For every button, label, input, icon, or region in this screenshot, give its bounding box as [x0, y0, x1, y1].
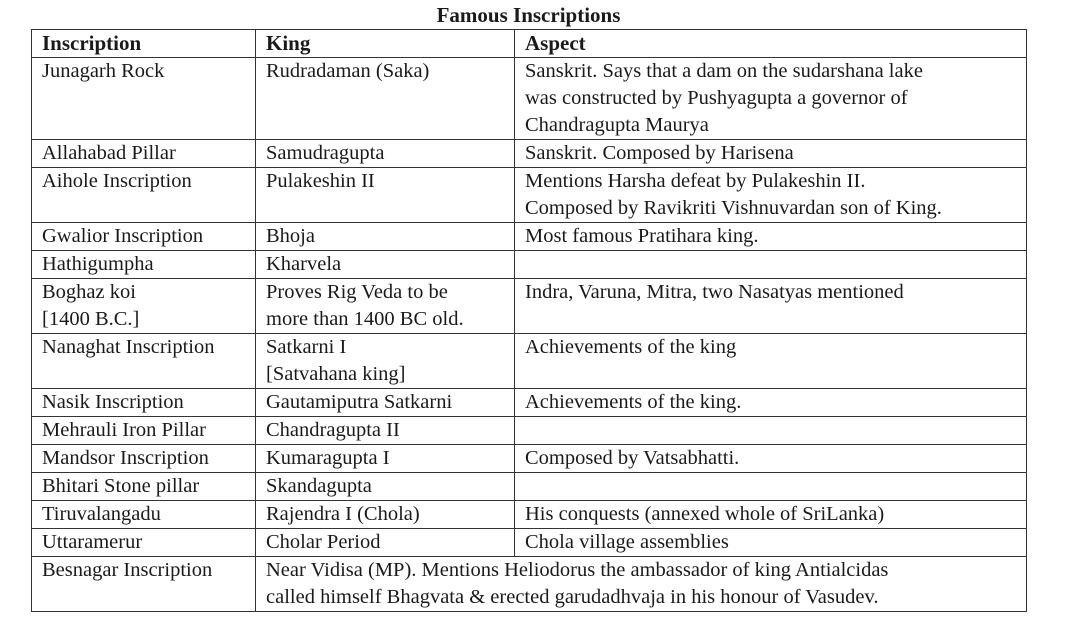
cell-king: Kharvela: [256, 251, 515, 279]
cell-inscription: Nanaghat Inscription: [32, 334, 256, 389]
header-aspect: Aspect: [515, 30, 1027, 58]
table-row: [32, 473, 1027, 501]
cell-king: Bhoja: [256, 223, 515, 251]
table-row: [32, 445, 1027, 473]
cell-inscription: Junagarh Rock: [32, 58, 256, 140]
cell-aspect: [515, 417, 1027, 445]
cell-inscription: Hathigumpha: [32, 251, 256, 279]
cell-inscription: Besnagar Inscription: [32, 557, 256, 612]
table-row: [32, 334, 1027, 389]
cell-aspect: His conquests (annexed whole of SriLanka): [515, 501, 1027, 529]
cell-king: Rajendra I (Chola): [256, 501, 515, 529]
table-title: Famous Inscriptions: [436, 3, 621, 27]
table-row: [32, 529, 1027, 557]
cell-aspect: Sanskrit. Says that a dam on the sudarshana lake was constructed by Pushyagupta a governor of Chandragupta Maurya: [515, 58, 1027, 140]
cell-king: Samudragupta: [256, 140, 515, 168]
table-row-besnagar: [32, 557, 1027, 612]
cell-king: Pulakeshin II: [256, 168, 515, 223]
table-row: [32, 251, 1027, 279]
cell-inscription: Boghaz koi [1400 B.C.]: [32, 279, 256, 334]
cell-aspect: Chola village assemblies: [515, 529, 1027, 557]
header-row: [32, 30, 1027, 58]
table-row: [32, 58, 1027, 140]
cell-king: Chandragupta II: [256, 417, 515, 445]
table-row: [32, 501, 1027, 529]
cell-king: Proves Rig Veda to be more than 1400 BC old.: [256, 279, 515, 334]
cell-inscription: Mehrauli Iron Pillar: [32, 417, 256, 445]
table-row: [32, 140, 1027, 168]
table-row: [32, 168, 1027, 223]
cell-inscription: Allahabad Pillar: [32, 140, 256, 168]
cell-detail-merged: Near Vidisa (MP). Mentions Heliodorus the ambassador of king Antialcidas called himself Bhagvata & erected garudadhvaja in his honour of Vasudev.: [256, 557, 1027, 612]
cell-inscription: Bhitari Stone pillar: [32, 473, 256, 501]
table-row: [32, 417, 1027, 445]
cell-inscription: Uttaramerur: [32, 529, 256, 557]
header-inscription: Inscription: [32, 30, 256, 58]
cell-king: Gautamiputra Satkarni: [256, 389, 515, 417]
cell-king: Kumaragupta I: [256, 445, 515, 473]
inscriptions-table: [31, 29, 1027, 612]
cell-inscription: Nasik Inscription: [32, 389, 256, 417]
header-king: King: [256, 30, 515, 58]
cell-king: Cholar Period: [256, 529, 515, 557]
cell-aspect: [515, 251, 1027, 279]
cell-king: Rudradaman (Saka): [256, 58, 515, 140]
cell-aspect: Mentions Harsha defeat by Pulakeshin II. Composed by Ravikriti Vishnuvardan son of King.: [515, 168, 1027, 223]
table-row: [32, 223, 1027, 251]
cell-king: Satkarni I [Satvahana king]: [256, 334, 515, 389]
cell-aspect: Most famous Pratihara king.: [515, 223, 1027, 251]
cell-aspect: Achievements of the king: [515, 334, 1027, 389]
cell-inscription: Gwalior Inscription: [32, 223, 256, 251]
cell-aspect: [515, 473, 1027, 501]
cell-aspect: Composed by Vatsabhatti.: [515, 445, 1027, 473]
cell-inscription: Mandsor Inscription: [32, 445, 256, 473]
cell-aspect: Achievements of the king.: [515, 389, 1027, 417]
cell-aspect: Indra, Varuna, Mitra, two Nasatyas mentioned: [515, 279, 1027, 334]
cell-king: Skandagupta: [256, 473, 515, 501]
cell-inscription: Aihole Inscription: [32, 168, 256, 223]
cell-aspect: Sanskrit. Composed by Harisena: [515, 140, 1027, 168]
table-row: [32, 279, 1027, 334]
cell-inscription: Tiruvalangadu: [32, 501, 256, 529]
table-row: [32, 389, 1027, 417]
